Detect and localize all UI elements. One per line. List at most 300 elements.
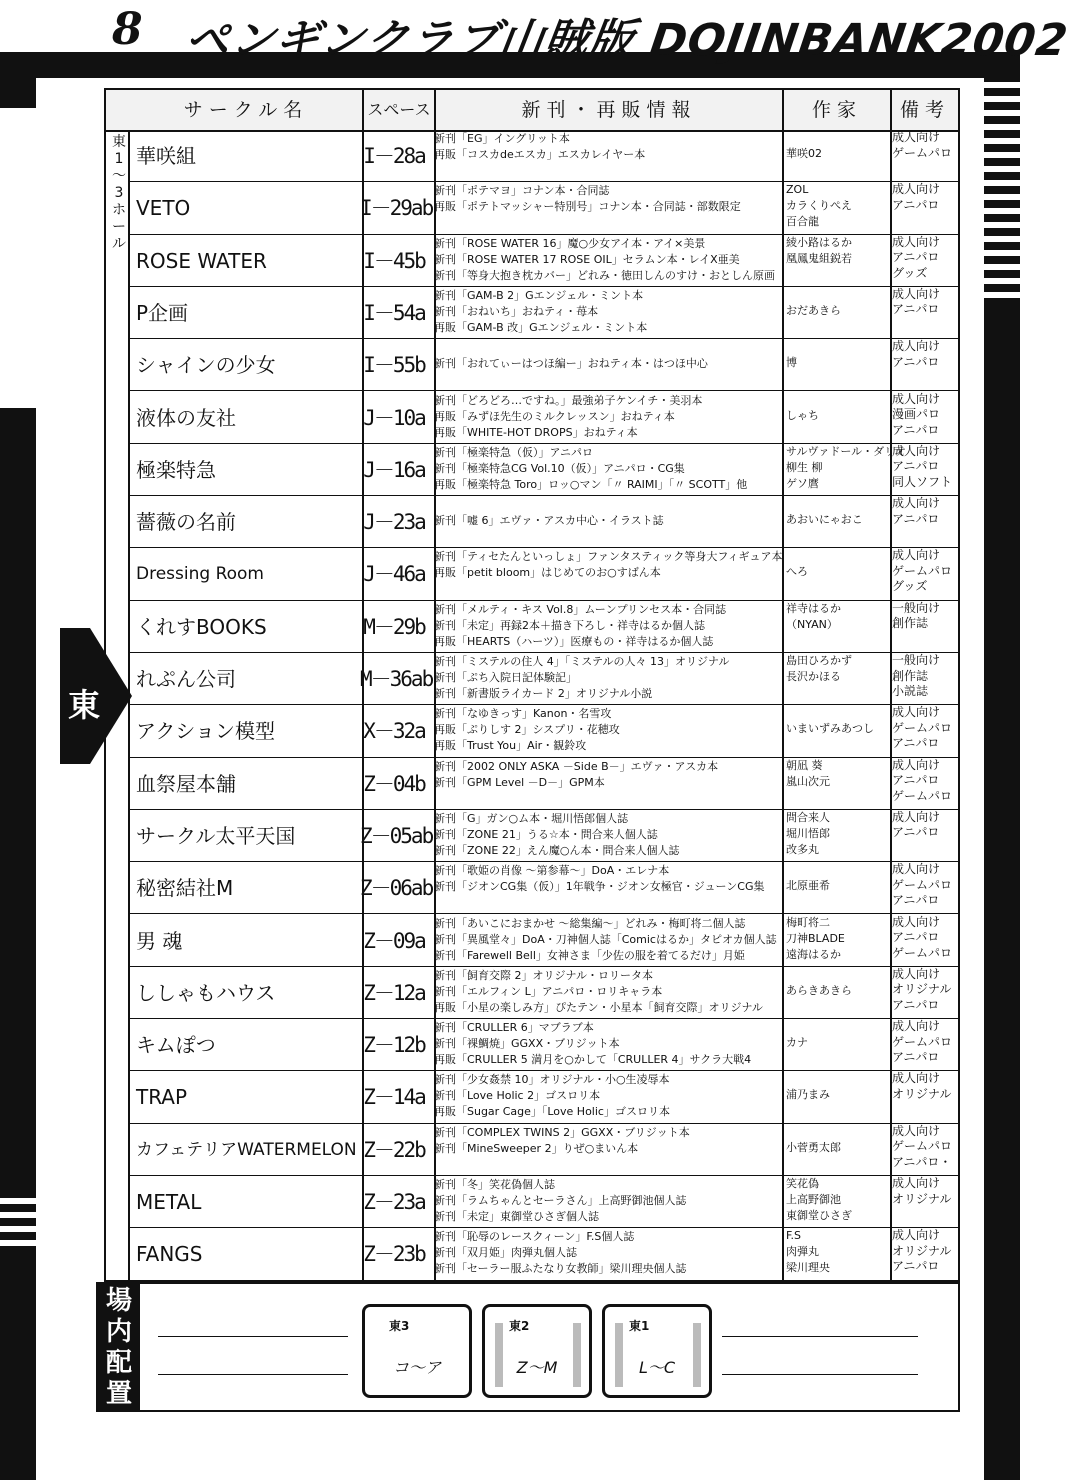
release-line: 新刊「双月姫」肉弾丸個人誌 [434,1246,577,1260]
release-line: 新刊「ジオンCG集（仮）」1年戦争・ジオン女極官・ジューンCG集 [434,880,765,894]
release-line: 再販「極楽特急 Toro」ロッ○マン「〃 RAIMI」「〃 SCOTT」他 [434,477,748,491]
release-info [434,445,778,493]
right-strip-tick [984,236,1020,242]
right-strip-tick [984,152,1020,158]
note-tag: 成人向け [892,705,941,720]
notes-list [892,392,956,439]
author-name: へろ [786,565,808,579]
hall-name: 東2 [509,1319,530,1333]
space-number: I－28a [363,144,425,168]
release-line: 新刊「あいこにおまかせ 〜総集編〜」どれみ・梅町将二個人誌 [434,916,746,930]
space-number: J－16a [363,457,425,482]
space-number: Z－23b [363,1242,425,1267]
note-tag: アニパロ [892,511,940,526]
space-number: Z－22b [363,1137,425,1162]
release-line: 新刊「ティセたんといっしょ」ファンタスティック等身大フィギュア本 [434,550,783,564]
author-list [786,548,890,580]
release-line: 新刊「歌姫の肖像 〜第参幕〜」DoA・エレナ本 [434,864,670,878]
circle-name: カフェテリアWATERMELON [136,1139,357,1160]
release-info [434,1020,778,1068]
release-line: 新刊「なゆきっす」Kanon・名雪攻 [434,707,612,721]
magazine-title: ペンギンクラブ山賊版 DOJINBANK2002 [181,15,1072,66]
author-list [786,601,890,633]
release-info [434,654,778,702]
table-row [130,287,958,339]
note-tag: ゲームパロ [892,720,953,735]
layout-rule [158,1336,348,1337]
author-list [786,1071,890,1103]
author-name: しゃち [786,408,819,422]
column-header-circle: サークル名 [183,99,309,121]
table-row [130,496,958,548]
note-tag: アニパロ [892,736,940,751]
space-number: I－29ab [360,196,433,221]
author-name: 遠海はるか [786,947,841,961]
note-tag: グッズ [892,579,928,594]
note-tag: 創作誌 [892,668,929,683]
space-number: Z－23a [363,1190,425,1214]
table-row [130,339,958,391]
note-tag: オリジナル [892,1086,952,1101]
release-info [434,916,778,964]
right-strip-tick [984,166,1020,172]
author-list [786,444,907,492]
author-name [786,1124,890,1140]
release-line: 新刊「少女姦禁 10」オリジナル・小○生凌辱本 [434,1073,670,1087]
release-line: 再販「Trust You」Air・観鈴攻 [434,739,587,753]
author-list [786,339,890,371]
page-header [0,0,1072,78]
author-name: 梅町将二 [786,915,830,929]
notes-list [892,1176,956,1207]
note-tag: 成人向け [892,496,941,511]
author-name: 梁川理央 [786,1261,830,1275]
notes-list [892,1124,956,1171]
release-line: 新刊「CRULLER 6」マブラブ本 [434,1021,594,1035]
release-line: 新刊「未定」東御堂ひさぎ個人誌 [434,1210,599,1223]
left-margin-strip [0,78,36,1480]
release-line: 新刊「ROSE WATER 17 ROSE OIL」セラムン本・レイX亜美 [434,252,740,266]
circle-name: 血祭屋本舗 [136,771,236,796]
note-tag: 成人向け [892,1019,941,1034]
notes-list [892,444,956,491]
note-tag: 成人向け [892,757,941,772]
note-tag: アニパロ [892,1259,940,1274]
note-tag: 成人向け [892,130,941,144]
note-tag: 成人向け [892,339,941,354]
author-name: 綾小路はるか [786,235,852,249]
author-name [786,1019,890,1035]
space-number: Z－09a [363,928,425,953]
note-tag: 成人向け [892,234,941,249]
release-info [434,131,778,163]
east-area-label: 東 [67,686,100,724]
right-strip-tick [984,82,1020,88]
right-strip-tick [984,208,1020,214]
note-tag: 成人向け [892,1228,941,1243]
right-margin-strip [984,78,1020,1480]
author-name: 島田ひろかず [786,654,852,667]
release-line: 再販「GAM-B 改」Gエンジェル・ミント本 [434,320,648,334]
release-info [434,811,778,859]
release-info [434,1229,778,1277]
notes-list [892,705,956,752]
hall-label [108,134,130,253]
note-tag: オリジナル [892,1191,952,1206]
author-name: 祥寺はるか [786,601,841,615]
release-line: 新刊「COMPLEX TWINS 2」GGXX・ブリジット本 [434,1125,690,1139]
release-info [434,863,778,895]
release-info [434,393,778,441]
venue-layout-label-char: 内 [105,1317,132,1347]
note-tag: 一般向け [892,600,941,615]
author-list [786,653,890,685]
note-tag: アニパロ [892,997,940,1012]
hall-label-char: 〜 [112,168,126,184]
author-name: あおいにゃおこ [786,513,863,527]
release-line: 新刊「未定」再録2本＋描き下ろし・祥寺はるか個人誌 [434,618,705,632]
hall-name: 東3 [389,1319,410,1333]
release-line: 新刊「ぷち入院日記体験記」 [434,671,577,684]
author-name: F.S [786,1229,802,1243]
circle-name: 男 魂 [136,928,183,953]
author-name [786,548,890,564]
hall-box-east1 [602,1304,712,1398]
release-line: 新刊「EG」イングリット本 [434,132,570,145]
notes-list [892,130,956,161]
circle-name: METAL [136,1190,202,1214]
author-list [786,967,890,999]
author-name: カナ [786,1036,808,1050]
table-row [130,1176,958,1228]
circle-name: れぷん公司 [136,667,236,691]
circle-name: 薔薇の名前 [136,510,236,535]
note-tag: 成人向け [892,182,941,197]
venue-layout [96,1282,960,1412]
release-line: 再販「ぷりしす 2」シスプリ・花穂攻 [434,723,620,737]
author-list [786,1176,890,1224]
release-line: 新刊「ミステルの住人 4」「ミステルの人々 13」オリジナル [434,655,730,668]
release-line: 再販「petit bloom」はじめてのお○すばん本 [434,566,661,580]
layout-rule [158,1374,348,1375]
release-line: 再販「みずほ先生のミルクレッスン」おねティ本 [434,409,675,423]
note-tag: ゲームパロ [892,788,953,803]
circle-table [104,88,960,1282]
note-tag: アニパロ [892,459,940,474]
author-list [786,1019,890,1051]
author-name: 柳生 柳 [786,460,823,474]
release-line: 新刊「Farewell Bell」女神さま「少佐の服を着てるだけ」月姫 [434,948,745,962]
page-number: 8 [112,4,143,55]
column-header-space: スペース [367,100,431,119]
right-strip-tick [984,124,1020,130]
space-number: Z－12a [363,980,425,1005]
note-tag: 一般向け [892,653,941,667]
notes-list [892,235,956,282]
release-info [434,706,778,754]
author-name: 朝凪 葵 [786,758,823,772]
author-name: サルヴァドール・ダリオ [786,444,907,458]
author-list [786,862,890,894]
author-name [786,130,890,146]
note-tag: アニパロ [892,250,940,265]
left-strip-tick [0,1198,36,1204]
note-tag: 成人向け [892,914,941,929]
hall-range: コ〜ア [392,1358,441,1377]
right-strip-tick [984,278,1020,284]
author-list [786,915,890,963]
release-line: 新刊「ポテマヨ」コナン本・合同誌 [434,184,610,198]
author-name: ZOL [786,183,809,197]
notes-list [892,496,956,527]
release-line: 新刊「ラムちゃんとセーラさん」上高野御池個人誌 [434,1194,687,1207]
release-info [434,1072,778,1120]
table-header [106,90,958,132]
release-info [434,602,778,650]
release-info [434,1125,778,1157]
table-row [130,915,958,967]
release-line: 新刊「恥辱のレースクィーン」F.S個人誌 [434,1230,635,1244]
notes-list [892,182,956,213]
table-row [130,758,958,810]
table-row [130,444,958,496]
release-line: 再販「Sugar Cage」「Love Holic」ゴスロリ本 [434,1105,670,1119]
space-number: I－54a [363,300,425,325]
table-row [130,392,958,444]
release-info [434,968,778,1016]
author-name: 堀川悟郎 [786,826,830,840]
right-strip-tick [984,264,1020,270]
release-line: 新刊「極楽特急CG Vol.10（仮）」アニパロ・CG集 [434,461,685,475]
release-line: 新刊「等身大抱き枕カバー」どれみ・徳田しんのすけ・おとしん原画 [434,268,775,282]
author-list [786,496,890,528]
note-tag: 成人向け [892,391,941,406]
release-line: 再販「小星の楽しみ方」ぴたテン・小星本「飼育交際」オリジナル [434,1000,763,1014]
column-header-author: 作家 [811,99,862,121]
space-number: J－10a [363,405,425,430]
table-row [130,967,958,1019]
author-name [786,339,890,355]
hall-box-east2 [482,1304,592,1398]
author-name: 華咲02 [786,147,822,160]
release-line: 新刊「どろどろ…ですね。」最強弟子ケンイチ・美羽本 [434,393,703,407]
release-line: 新刊「GPM Level －D－」GPM本 [434,775,605,789]
release-line: 新刊「極楽特急（仮）」アニパロ [434,445,593,459]
table-row [130,653,958,705]
author-list [786,182,890,230]
hall-box-east3 [362,1304,472,1398]
release-line [434,340,778,356]
note-tag: ゲームパロ [892,945,953,960]
hall-name: 東1 [629,1319,650,1333]
release-line: 再販「WHITE-HOT DROPS」おねティ本 [434,425,638,439]
venue-layout-label-char: 配 [105,1348,132,1378]
circle-name: キムぽつ [136,1033,216,1058]
space-number: J－23a [363,510,425,535]
space-number: Z－12b [363,1033,425,1058]
author-name: 長沢かほる [786,670,841,683]
notes-list [892,1228,956,1275]
left-strip-tick [0,1212,36,1218]
note-tag: 創作誌 [892,616,929,631]
author-list [786,392,890,424]
release-line: 新刊「GAM-B 2」Gエンジェル・ミント本 [434,288,644,302]
circle-name: 華咲組 [136,144,196,168]
release-line: 再販「CRULLER 5 満月を○かして「CRULLER 4」サクラ大戦4 [434,1053,752,1067]
circle-name: くれすBOOKS [136,614,267,639]
circle-name: シャインの少女 [136,353,276,378]
author-name: 肉弾丸 [786,1245,819,1259]
note-tag: アニパロ [892,825,940,840]
circle-name: VETO [136,196,191,221]
table-row [130,130,958,182]
table-row [130,235,958,287]
notes-list [892,967,956,1014]
table-row [130,182,958,234]
left-strip-tick [0,1240,36,1246]
circle-name: 液体の友社 [136,405,236,430]
circle-name: P企画 [136,300,189,325]
right-strip-tick [984,194,1020,200]
release-line: 再販「ポテトマッシャー特別号」コナン本・合同誌・部数限定 [434,200,741,214]
release-line: 再販「コスカdeエスカ」エスカレイヤー本 [434,148,646,161]
release-line [434,497,778,513]
release-line: 新刊「ROSE WATER 16」魔○少女アイ本・アイ×美景 [434,236,706,250]
author-name: あらきあきら [786,983,852,997]
release-line: 新刊「新書版ライカード 2」オリジナル小説 [434,687,653,700]
author-name: 東御堂ひさぎ [786,1209,852,1222]
notes-list [892,548,956,595]
release-line: 新刊「ZONE 21」うる☆本・問合来人個人誌 [434,827,658,841]
notes-list [892,601,956,632]
space-number: X－32a [363,719,425,744]
hall-label-char: ル [112,236,126,252]
space-number: Z－04b [363,771,425,796]
hall-label-char: ホ [112,202,126,218]
release-line: 新刊「セーラー服ふたなり女教師」梁川理央個人誌 [434,1262,687,1276]
note-tag: グッズ [892,265,928,280]
release-line: 新刊「おねいち」おねティ・苺本 [434,304,599,318]
author-name [786,287,890,303]
circle-name: 秘密結社M [136,876,234,901]
note-tag: 同人ソフト [892,474,953,489]
author-name: カラくりぺえ [786,199,852,213]
right-strip-tick [984,96,1020,102]
author-name [786,705,890,721]
notes-list [892,1071,956,1102]
release-info [434,340,778,372]
note-tag: 小説誌 [892,684,929,698]
author-name [786,862,890,878]
release-line: 新刊「エルフィン L」アニパロ・ロリキャラ本 [434,984,663,998]
author-name: ゲソ麿 [786,476,819,490]
author-name: 嵐山次元 [786,774,830,788]
author-name [786,967,890,983]
note-tag: 成人向け [892,1123,941,1138]
layout-rule [722,1374,918,1375]
table-row [130,862,958,914]
release-info [434,183,778,215]
space-number: I－55b [363,353,425,378]
release-info [434,549,783,581]
release-info [434,759,778,791]
release-line: 新刊「MineSweeper 2」りぜ○まいん本 [434,1141,639,1155]
note-tag: ゲームパロ [892,145,953,160]
release-line: 新刊「裸鯛焼」GGXX・ブリジット本 [434,1037,620,1051]
column-header-notes: 備考 [899,99,950,121]
circle-name: Dressing Room [136,564,264,585]
note-tag: アニパロ [892,302,940,317]
table-row [130,1228,958,1280]
note-tag: 成人向け [892,443,941,458]
space-number: I－45b [363,248,425,273]
author-name [786,496,890,512]
layout-rule [722,1336,918,1337]
note-tag: アニパロ・ [892,1154,952,1169]
author-name: いまいずみあつし [786,722,874,736]
author-name [786,1071,890,1087]
author-name: 笑花偽 [786,1177,819,1190]
circle-name: アクション模型 [136,719,275,744]
right-strip-tick [984,138,1020,144]
note-tag: アニパロ [892,930,940,944]
hall-label-char: 東 [112,134,126,150]
circle-name: サークル太平天国 [136,823,296,848]
left-strip-tick [0,1226,36,1232]
table-row [130,1019,958,1071]
release-info [434,236,778,284]
author-name: 凰鳳鬼組鋭若 [786,251,852,265]
right-strip-tick [984,110,1020,116]
notes-list [892,653,956,700]
column-header-info: 新刊・再販情報 [521,99,697,121]
venue-layout-label-char: 場 [105,1286,132,1316]
right-strip-tick [984,292,1020,298]
note-tag: ゲームパロ [892,563,953,578]
release-line: 新刊「異風堂々」DoA・刀神個人誌「Comicはるか」タピオカ個人誌 [434,932,777,946]
space-number: M－29b [363,614,425,639]
venue-layout-label [98,1284,140,1410]
author-name: 浦乃まみ [786,1088,830,1102]
space-number: M－36ab [360,667,433,691]
author-name: 百合龍 [786,215,819,229]
release-line: 新刊「ZONE 22」えん魔○ん本・問合来人個人誌 [434,843,680,857]
hall-label-char: 3 [114,185,124,201]
release-line: 新刊「飼育交際 2」オリジナル・ロリータ本 [434,968,653,982]
right-strip-tick [984,250,1020,256]
table-row [130,810,958,862]
release-line: 新刊「メルティ・キス Vol.8」ムーンプリンセス本・合同誌 [434,602,727,616]
space-number: Z－14a [363,1085,425,1110]
space-number: Z－06ab [360,876,433,901]
circle-name: FANGS [136,1242,203,1267]
notes-list [892,862,956,909]
notes-list [892,339,956,370]
space-number: J－46a [363,562,425,587]
circle-name: TRAP [136,1085,188,1110]
note-tag: アニパロ [892,773,940,788]
note-tag: ゲームパロ [892,1139,953,1154]
author-list [786,810,890,858]
notes-list [892,758,956,805]
author-list [786,758,890,790]
author-name: 小菅勇太郎 [786,1140,841,1154]
space-number: Z－05ab [360,823,433,848]
release-line: 再販「HEARTS（ハーツ）」医療もの・祥寺はるか個人誌 [434,634,714,648]
table-row [130,705,958,757]
notes-list [892,287,956,318]
table-row [130,601,958,653]
